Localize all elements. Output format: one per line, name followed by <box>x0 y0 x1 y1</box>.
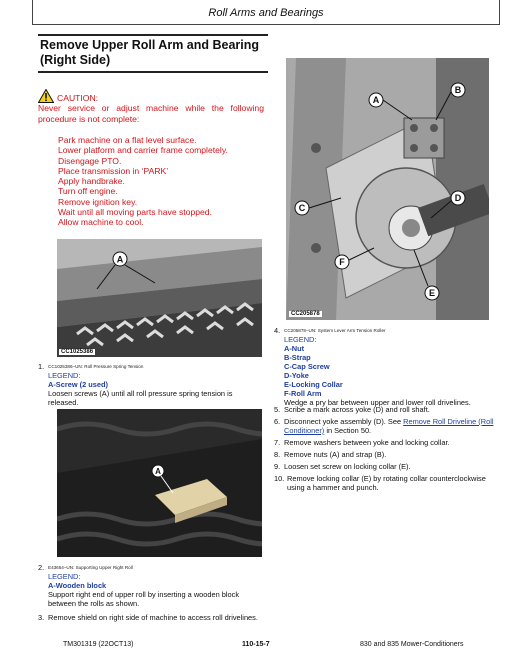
caution-item: Lower platform and carrier frame completely. <box>58 145 228 156</box>
step-text: Disconnect yoke assembly (D). See <box>284 417 402 426</box>
callout-label: D <box>454 193 462 203</box>
step-7 <box>274 438 494 447</box>
step-1 <box>38 362 264 407</box>
callout-label: A <box>155 467 161 476</box>
figure-roll-arm <box>286 58 489 320</box>
caution-list <box>58 135 264 228</box>
figure-caption: CC1025386–UN: Roll Pressure Spring Tension <box>48 364 144 369</box>
step-text-suffix: in Section 50. <box>324 426 372 435</box>
caution-item: Park machine on a flat level surface. <box>58 135 197 145</box>
callout-label: B <box>454 85 462 95</box>
caution-text: Never service or adjust machine while the following procedure is not complete: <box>38 103 264 124</box>
step-text: Wedge a pry bar between upper and lower roll drivelines. <box>284 398 471 407</box>
legend-title: LEGEND: <box>48 572 81 581</box>
warning-triangle-icon <box>38 89 54 103</box>
figure-roll-pressure-spring <box>57 239 262 357</box>
step-text: Loosen screws (A) until all roll pressure spring tension is released. <box>48 389 233 407</box>
caution-label: CAUTION: <box>57 92 99 103</box>
caution-item: Place transmission in ‘PARK’ <box>58 165 169 176</box>
caution-item: Allow machine to cool. <box>58 217 144 228</box>
step-number: 1. <box>38 362 45 371</box>
footer-model: 830 and 835 Mower-Conditioners <box>360 641 464 648</box>
step-8 <box>274 450 494 459</box>
footer-page-number: 110-15-7 <box>242 641 270 648</box>
legend-item: A-Nut <box>284 344 305 353</box>
figure-supporting-roll <box>57 409 262 557</box>
step-10 <box>274 474 494 492</box>
step-number: 7. <box>274 438 281 447</box>
callout-label: A <box>372 95 380 105</box>
caution-item: Wait until all moving parts have stopped. <box>58 207 212 218</box>
step-number: 10. <box>274 474 285 483</box>
legend-item: E-Locking Collar <box>284 380 343 389</box>
step-number: 4. <box>274 326 281 335</box>
legend-item: A-Screw (2 used) <box>48 380 108 389</box>
callout-label: C <box>298 203 306 213</box>
legend-item: C-Cap Screw <box>284 362 330 371</box>
figure-caption: CC205878–UN: System Lever Arm Tension Roller <box>284 328 386 333</box>
caution-item: Disengage PTO. <box>58 155 122 166</box>
step-text: Scribe a mark across yoke (D) and roll shaft. <box>284 405 430 414</box>
step-number: 6. <box>274 417 281 426</box>
step-text: Remove washers between yoke and locking collar. <box>284 438 450 447</box>
step-text: Remove shield on right side of machine to access roll drivelines. <box>48 613 258 622</box>
step-number: 3. <box>38 613 45 622</box>
step-2 <box>38 563 264 608</box>
step-4 <box>274 326 494 407</box>
step-number: 5. <box>274 405 281 414</box>
legend-item: A-Wooden block <box>48 581 107 590</box>
remove-roll-driveline-link[interactable]: Remove Roll Driveline (Roll Conditioner) <box>284 417 494 435</box>
step-text: Loosen set screw on locking collar (E). <box>284 462 411 471</box>
step-5 <box>274 405 494 414</box>
legend-item: F-Roll Arm <box>284 389 322 398</box>
caution-item: Remove ignition key. <box>58 196 138 207</box>
step-6 <box>274 417 494 435</box>
figure-caption: E43654–UN: Supporting Upper Right Roll <box>48 565 133 570</box>
figure-code: CC205878 <box>291 311 320 317</box>
legend-title: LEGEND: <box>48 371 81 380</box>
figure-code: CC1025386 <box>61 349 94 355</box>
header-title: Roll Arms and Bearings <box>208 7 324 19</box>
page-header <box>32 0 500 25</box>
step-text: Remove nuts (A) and strap (B). <box>284 450 387 459</box>
legend-title: LEGEND: <box>284 335 317 344</box>
step-number: 8. <box>274 450 281 459</box>
callout-label: E <box>428 288 436 298</box>
step-text: Remove locking collar (E) by rotating collar counterclockwise using a hammer and punch. <box>287 474 486 492</box>
footer-doc-id: TM301319 (22OCT13) <box>63 641 134 648</box>
legend-item: B-Strap <box>284 353 311 362</box>
step-3 <box>38 613 264 622</box>
step-9 <box>274 462 494 471</box>
section-title: Remove Upper Roll Arm and Bearing (Right Side) <box>38 34 268 73</box>
step-number: 9. <box>274 462 281 471</box>
callout-label: A <box>116 254 124 265</box>
caution-item: Turn off engine. <box>58 186 118 197</box>
caution-item: Apply handbrake. <box>58 176 125 187</box>
callout-label: F <box>339 257 345 267</box>
step-number: 2. <box>38 563 45 572</box>
caution-block <box>38 89 264 228</box>
legend-item: D-Yoke <box>284 371 309 380</box>
step-text: Support right end of upper roll by inserting a wooden block between the rolls as shown. <box>48 590 240 608</box>
